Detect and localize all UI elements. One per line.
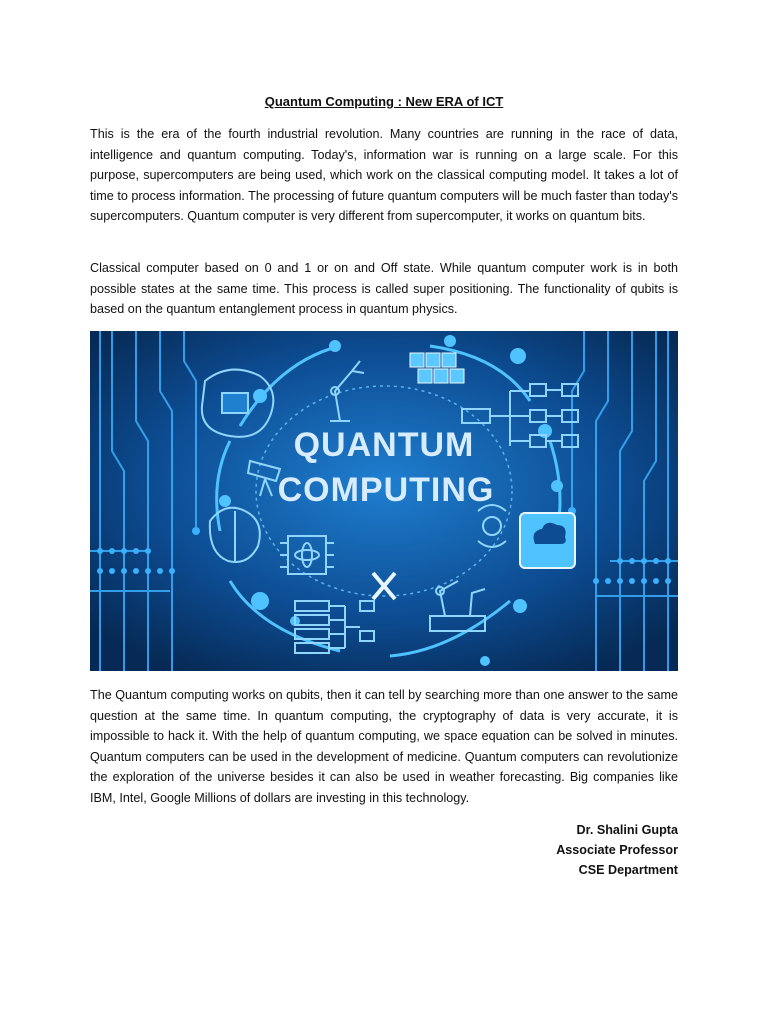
cloud-icon <box>520 513 575 568</box>
author-department: CSE Department <box>578 863 678 877</box>
illustration-svg <box>90 331 678 671</box>
document-title: Quantum Computing : New ERA of ICT <box>264 94 504 109</box>
author-name: Dr. Shalini Gupta <box>576 823 678 837</box>
paragraph-classical: Classical computer based on 0 and 1 or on and Off state. While quantum computer work is in both possible states at the same time. This process is called super positioning. The functionality of qubits is based on the quantum entanglement process in quantum physics. <box>90 261 678 316</box>
author-position: Associate Professor <box>556 843 678 857</box>
quantum-computing-illustration <box>90 331 678 671</box>
paragraph-intro: This is the era of the fourth industrial revolution. Many countries are running in the race of data, intelligence and quantum computing. Today's, information war is running on a large scale. For this purpose, supercomputers are being used, which work on the classical computing model. It takes a lot of time to process information. The processing of future quantum computers will be much faster than today's supercomputers. Quantum computer is very different from supercomputer, it works on quantum bits. <box>90 127 678 223</box>
figure-title-line1: QUANTUM <box>293 426 475 464</box>
paragraph-applications: The Quantum computing works on qubits, then it can tell by searching more than one answer to the same question at the same time. In quantum computing, the cryptography of data is very accurate, it is impossible to hack it. With the help of quantum computing, we space equation can be solved in minutes. Quantum computers can be used in the development of medicine. Quantum computers can revolutionize the exploration of the universe besides it can also be used in weather forecasting. Big companies like IBM, Intel, Google Millions of dollars are investing in this technology. <box>90 688 678 805</box>
figure-title-line2: COMPUTING <box>277 471 495 509</box>
signature-block <box>556 820 678 880</box>
